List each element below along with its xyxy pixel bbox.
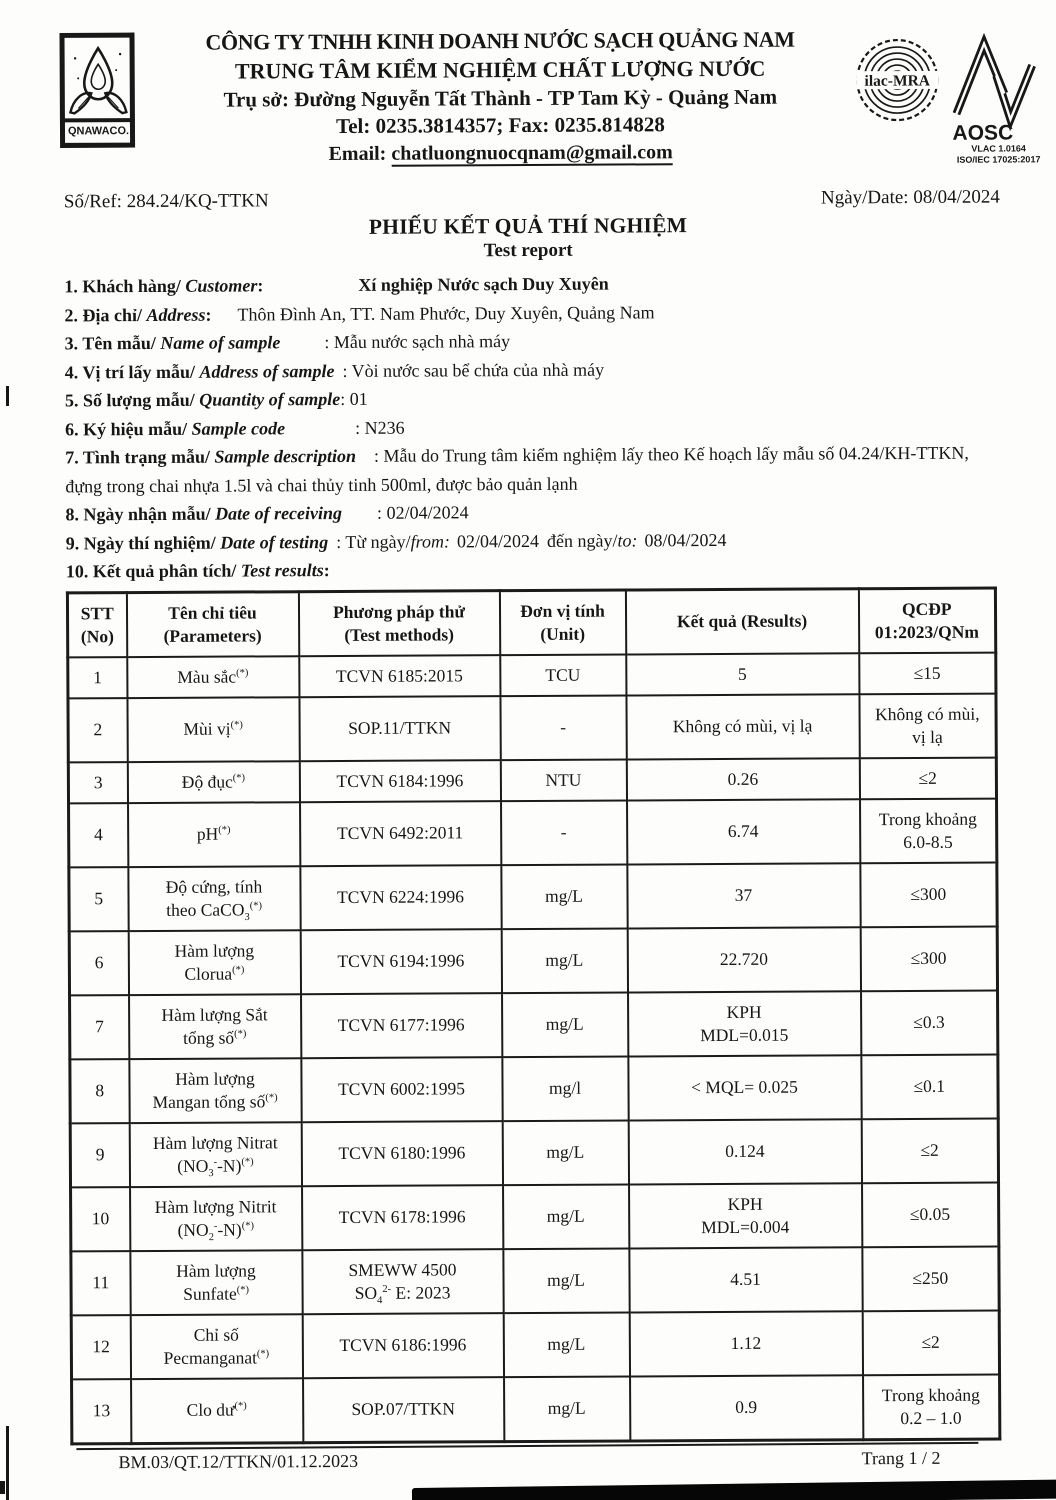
cell-result: 37 [627,863,860,928]
cell-unit: mg/L [503,1248,629,1313]
cell-result: 0.26 [626,758,859,800]
tel-fax-line: Tel: 0235.3814357; Fax: 0235.814828 [336,112,665,139]
svg-text:AOSC: AOSC [952,121,1014,145]
results-tbody [68,652,1000,1443]
cell-no: 1 [68,657,127,698]
cell-no: 10 [71,1187,130,1251]
qnawaco-logo-icon [57,28,146,155]
cell-limit: ≤2 [861,1118,998,1183]
testing-from-date: 02/04/2024 [456,530,540,551]
col-header-limit: QCĐP 01:2023/QNm [858,588,995,653]
cell-method: SMEWW 4500 $SO_4^{2-}$ E: 2023 [302,1249,503,1314]
report-title-vi: PHIẾU KẾT QUẢ THÍ NGHIỆM [368,213,688,239]
cell-parameter: Hàm lượng Sunfate(*) [130,1250,302,1315]
testing-to-date: 08/04/2024 [644,529,727,550]
cell-result: 5 [626,653,859,695]
cell-limit: Trong khoảng 6.0-8.5 [860,798,997,863]
cell-parameter: Hàm lượng Nitrit $(NO_2^--N)^{(*)}$ [130,1186,302,1251]
table-header-row [67,588,995,657]
cell-parameter: Hàm lượng Nitrat $(NO_3^--N)^{(*)}$ [129,1122,301,1187]
col-header-method: Phương pháp thử (Test methods) [298,590,499,656]
cell-unit: mg/L [501,864,627,929]
table-row [68,652,996,698]
table-row [69,862,997,931]
col-header-unit: Đơn vị tính (Unit) [499,589,625,654]
cell-unit: mg/L [501,928,627,993]
cell-method: SOP.11/TTKN [299,696,500,761]
info-sample-location: 4. Vị trí lấy mẫu/ Address of sample : Vòi nước sau bể chứa của nhà máy [64,359,605,382]
cell-unit: mg/L [502,992,628,1057]
cell-parameter: Hàm lượng Clorua(*) [128,930,300,995]
cell-limit: ≤0.05 [862,1182,999,1247]
cell-limit: ≤2 [859,757,996,799]
cell-method: TCVN 6178:1996 [302,1185,503,1250]
cell-method: TCVN 6002:1995 [301,1057,502,1122]
letterhead [0,0,1056,176]
cell-parameter: Hàm lượng Mangan tổng số(*) [129,1058,301,1123]
svg-text:ISO/IEC 17025:2017: ISO/IEC 17025:2017 [956,154,1041,165]
cell-no: 2 [68,698,127,762]
report-title-en: Test report [483,239,573,262]
cell-result: < MQL= 0.025 [628,1055,861,1120]
sample-location-value: Vòi nước sau bể chứa của nhà máy [351,359,605,381]
page-number: Trang 1 / 2 [861,1447,941,1468]
cell-parameter: Chỉ số Pecmanganat(*) [130,1314,302,1379]
cell-no: 13 [72,1379,131,1444]
sample-code-value: N236 [364,417,405,438]
ref-number: Số/Ref: 284.24/KQ-TTKN [63,190,269,213]
cell-no: 3 [68,762,127,803]
ref-date-line [64,187,1000,214]
svg-text:ilac-MRA: ilac-MRA [864,72,931,90]
svg-text:VLAC 1.0164: VLAC 1.0164 [971,143,1026,154]
svg-text:QNAWACO.: QNAWACO. [67,125,130,138]
cell-no: 7 [70,995,129,1059]
customer-value: Xí nghiệp Nước sạch Duy Xuyên [358,273,609,295]
col-header-result: Kết quả (Results) [625,588,858,654]
cell-result: KPH MDL=0.015 [628,991,861,1056]
info-customer: 1. Khách hàng/ Customer: Xí nghiệp Nước sạch Duy Xuyên [64,273,609,297]
cell-unit: mg/l [502,1056,628,1121]
table-row [71,1310,999,1379]
info-sample-name: 3. Tên mẫu/ Name of sample : Mẫu nước sạch nhà máy [64,331,511,354]
cell-limit: ≤0.3 [861,990,998,1055]
scan-artifact-left-line-2 [6,1426,9,1500]
cell-parameter: Hàm lượng Sắt tổng số(*) [129,994,301,1059]
table-row [68,693,996,762]
cell-parameter: Clo dư(*) [131,1378,303,1443]
letterhead-text [145,24,854,169]
cell-limit: ≤2 [862,1310,999,1375]
cell-result: 4.51 [629,1247,862,1312]
form-code: BM.03/QT.12/TTKN/01.12.2023 [118,1450,359,1472]
cell-method: TCVN 6492:2011 [300,801,501,866]
cell-limit: ≤250 [862,1246,999,1311]
info-date-receiving: 8. Ngày nhận mẫu/ Date of receiving : 02/04/2024 [65,502,469,525]
cell-result: 22.720 [627,927,860,992]
cell-result: 0.124 [628,1119,861,1184]
center-name: TRUNG TÂM KIỂM NGHIỆM CHẤT LƯỢNG NƯỚC [234,56,766,84]
info-address: 2. Địa chỉ/ Address: Thôn Đình An, TT. Nam Phước, Duy Xuyên, Quảng Nam [64,301,655,325]
sample-name-value: Mẫu nước sạch nhà máy [333,331,511,353]
scan-artifact-left-dot [0,1481,5,1494]
accreditation-logos [853,23,1048,171]
cell-no: 11 [71,1251,130,1315]
cell-limit: ≤300 [860,862,997,927]
cell-limit: ≤15 [859,652,996,694]
cell-limit: ≤300 [860,926,997,991]
cell-unit: - [501,800,627,865]
cell-no: 8 [70,1059,129,1123]
cell-parameter: Độ cứng, tính theo CaCO$_3$(*) [128,866,300,931]
report-date: Ngày/Date: 08/04/2024 [820,186,1000,209]
cell-parameter: pH(*) [128,802,300,867]
table-row [69,926,997,995]
info-sample-quantity: 5. Số lượng mẫu/ Quantity of sample: 01 [64,388,368,411]
aosc-icon [945,29,1048,171]
cell-no: 9 [70,1123,129,1187]
cell-parameter: Độ đục(*) [127,761,299,803]
table-row [70,1118,998,1187]
info-test-results-heading: 10. Kết quả phân tích/ Test results: [65,560,330,582]
table-row [71,1182,999,1251]
cell-method: TCVN 6177:1996 [301,993,502,1058]
cell-result: Không có mùi, vị lạ [626,694,859,759]
cell-no: 5 [69,867,128,931]
cell-result: KPH MDL=0.004 [629,1183,862,1248]
cell-method: TCVN 6184:1996 [299,760,500,802]
col-header-parameter: Tên chỉ tiêu (Parameters) [126,591,298,656]
table-row [71,1246,999,1315]
table-row [70,1054,998,1123]
cell-unit: - [500,695,626,760]
results-table [66,586,1001,1445]
email-address: chatluongnuocqnam@gmail.com [391,141,673,166]
cell-no: 4 [69,803,128,867]
cell-result: 1.12 [629,1311,862,1376]
cell-unit: NTU [500,759,626,801]
cell-limit: Không có mùi, vị lạ [859,693,996,758]
cell-method: TCVN 6186:1996 [302,1313,503,1378]
sample-quantity-value: 01 [349,388,368,409]
table-row [69,798,997,867]
cell-method: TCVN 6194:1996 [300,929,501,994]
cell-parameter: Mùi vị(*) [127,697,299,762]
scan-artifact-left-line-1 [6,386,9,406]
email-label: Email: [328,143,387,166]
cell-method: SOP.07/TTKN [303,1377,504,1443]
cell-result: 0.9 [630,1375,863,1441]
cell-unit: TCU [500,654,626,696]
cell-method: TCVN 6185:2015 [299,655,500,697]
email-line [148,139,854,169]
cell-no: 6 [69,931,128,995]
cell-limit: ≤0.1 [861,1054,998,1119]
address-value: Thôn Đình An, TT. Nam Phước, Duy Xuyên, Quảng Nam [237,301,655,325]
info-sample-code: 6. Ký hiệu mẫu/ Sample code : N236 [65,417,405,439]
info-date-testing: 9. Ngày thí nghiệm/ Date of testing : Từ ngày/from: 02/04/2024 đến ngày/to: 08/04/2024 [65,529,727,553]
page-footer [118,1447,940,1472]
cell-unit: mg/L [503,1184,629,1249]
ilac-mra-icon [853,30,942,139]
cell-method: TCVN 6224:1996 [300,865,501,930]
table-row [72,1374,1000,1443]
date-receiving-value: 02/04/2024 [386,502,469,523]
info-sample-description: 7. Tình trạng mẫu/ Sample description : Mẫu do Trung tâm kiểm nghiệm lấy theo Kế hoạch lấy mẫu số 04.24/KH-TTKN, đựng trong chai nhựa 1.5l và chai thủy tinh 500ml, được bảo quản lạnh [65,442,969,496]
table-row [70,990,998,1059]
cell-method: TCVN 6180:1996 [301,1121,502,1186]
table-row [68,757,996,803]
cell-unit: mg/L [503,1312,629,1377]
cell-unit: mg/L [502,1120,628,1185]
cell-parameter: Màu sắc(*) [127,656,299,698]
cell-unit: mg/L [504,1376,630,1441]
address-line: Trụ sở: Đường Nguyễn Tất Thành - TP Tam Kỳ - Quảng Nam [223,84,778,112]
sample-description-value: Mẫu do Trung tâm kiểm nghiệm lấy theo Kế hoạch lấy mẫu số 04.24/KH-TTKN, đựng trong chai nhựa 1.5l và chai thủy tinh 500ml, được bảo quản lạnh [65,442,969,496]
sample-info-list [64,268,1002,586]
cell-result: 6.74 [627,799,860,864]
col-header-no: STT (No) [67,592,126,657]
company-name: CÔNG TY TNHH KINH DOANH NƯỚC SẠCH QUẢNG NAM [205,26,795,55]
cell-limit: Trong khoảng 0.2 – 1.0 [863,1374,1000,1439]
cell-no: 12 [71,1315,130,1379]
